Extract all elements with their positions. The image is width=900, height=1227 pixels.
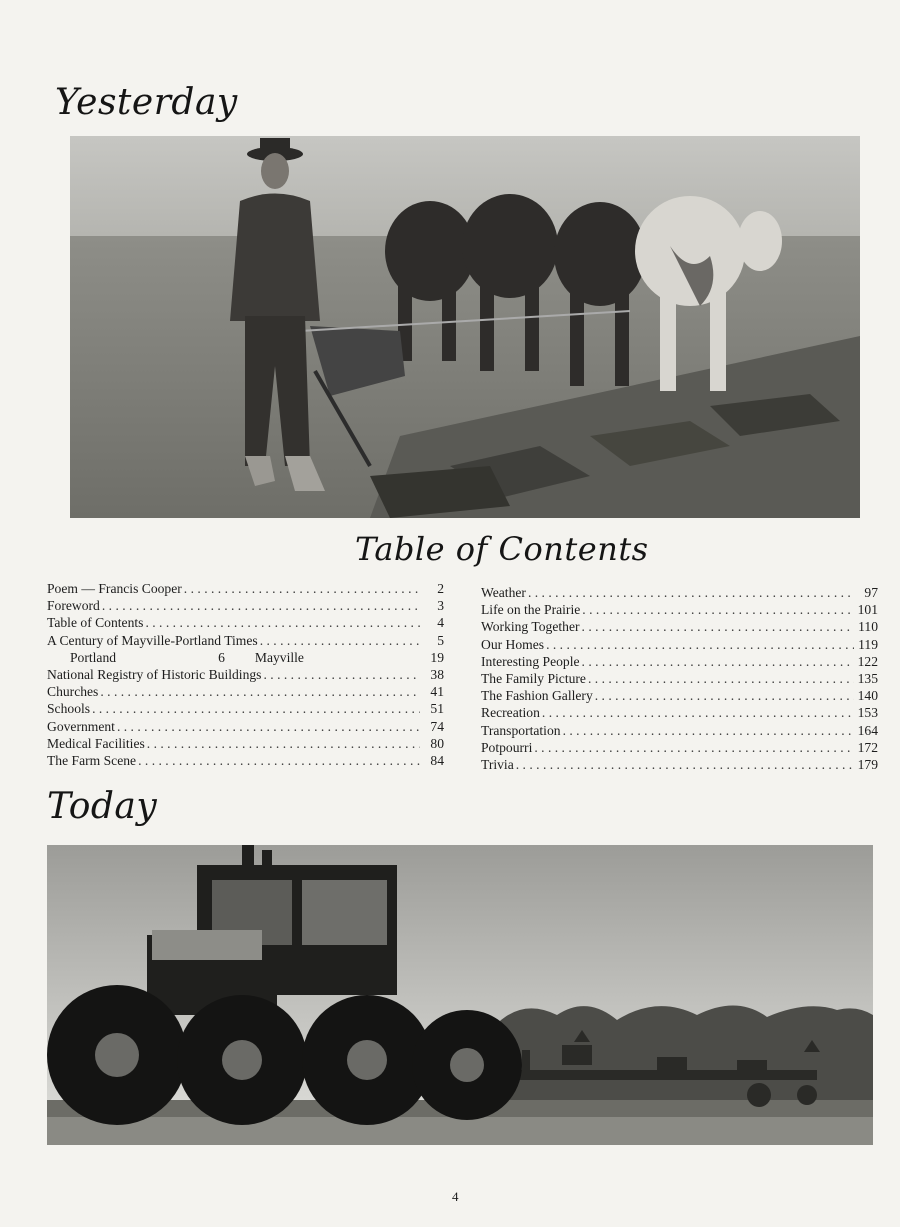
toc-entry[interactable] — [47, 632, 444, 649]
dot-leader — [263, 666, 420, 683]
toc-entry[interactable] — [481, 670, 878, 687]
dot-leader — [588, 670, 854, 687]
photo-farmer-plowing-with-horses — [70, 136, 860, 518]
toc-entry-label: National Registry of Historic Buildings — [47, 667, 262, 683]
dot-leader — [100, 683, 420, 700]
toc-entry[interactable] — [481, 739, 878, 756]
toc-entry[interactable] — [47, 614, 444, 631]
toc-entry[interactable] — [481, 756, 878, 773]
toc-entry-page: 4 — [437, 615, 444, 631]
toc-entry-page: 122 — [857, 653, 878, 669]
toc-entry[interactable] — [47, 735, 444, 752]
heading-today: Today — [47, 786, 158, 827]
toc-entry[interactable] — [481, 618, 878, 635]
dot-leader — [117, 718, 420, 735]
toc-entry-page: 41 — [430, 684, 444, 700]
dot-leader — [528, 584, 854, 601]
dot-leader — [542, 704, 854, 721]
dot-leader — [92, 700, 420, 717]
toc-entry-label: A Century of Mayville-Portland Times — [47, 632, 258, 648]
toc-entry-page: 51 — [430, 701, 444, 717]
toc-subentries — [47, 649, 444, 666]
dot-leader — [145, 614, 420, 631]
heading-table-of-contents: Table of Contents — [355, 530, 649, 568]
dot-leader — [147, 735, 420, 752]
toc-entry-page: 119 — [858, 636, 878, 652]
toc-entry[interactable] — [481, 722, 878, 739]
toc-left-column — [47, 580, 444, 769]
dot-leader — [534, 739, 854, 756]
toc-entry[interactable] — [481, 704, 878, 721]
toc-entry-label: Government — [47, 718, 115, 734]
toc-entry-page: 110 — [858, 619, 878, 635]
toc-entry[interactable] — [47, 718, 444, 735]
dot-leader — [260, 632, 420, 649]
toc-entry-page: 164 — [857, 722, 878, 738]
toc-entry-page: 74 — [430, 718, 444, 734]
toc-entry-label: Our Homes — [481, 636, 545, 652]
dot-leader — [516, 756, 854, 773]
toc-entry-page: 153 — [857, 705, 878, 721]
toc-entry-label: Potpourri — [481, 739, 533, 755]
toc-entry[interactable] — [481, 601, 878, 618]
toc-subentry-mayville[interactable]: Mayville — [254, 649, 304, 665]
toc-entry-page: 80 — [430, 735, 444, 751]
dot-leader — [582, 618, 854, 635]
toc-right-column — [481, 584, 878, 773]
photo-modern-tractor-with-cultivator — [47, 845, 873, 1145]
toc-entry-label: Trivia — [481, 757, 514, 773]
dot-leader — [582, 653, 854, 670]
toc-entry[interactable] — [47, 683, 444, 700]
heading-yesterday: Yesterday — [55, 82, 238, 123]
toc-entry[interactable] — [47, 752, 444, 769]
toc-entry[interactable] — [47, 700, 444, 717]
toc-entry-label: Foreword — [47, 598, 100, 614]
toc-entry-label: Medical Facilities — [47, 735, 145, 751]
toc-entry-page: 179 — [857, 757, 878, 773]
toc-entry-page: 2 — [437, 581, 444, 596]
dot-leader — [184, 580, 420, 597]
toc-entry-label: The Family Picture — [481, 671, 586, 687]
toc-entry-label: Poem — Francis Cooper — [47, 581, 182, 596]
toc-entry-label: Interesting People — [481, 653, 580, 669]
toc-entry-page: 3 — [437, 598, 444, 614]
dot-leader — [546, 636, 854, 653]
toc-entry-label: Life on the Prairie — [481, 602, 581, 618]
toc-entry-label: Churches — [47, 684, 99, 700]
toc-entry-label: Transportation — [481, 722, 561, 738]
toc-entry-label: Working Together — [481, 619, 580, 635]
toc-entry[interactable] — [481, 584, 878, 601]
toc-entry-label: Schools — [47, 701, 91, 717]
toc-entry-page: 140 — [857, 688, 878, 704]
toc-entry[interactable] — [481, 687, 878, 704]
page-number: 4 — [452, 1189, 459, 1204]
toc-entry[interactable] — [481, 653, 878, 670]
toc-entry[interactable] — [481, 636, 878, 653]
toc-entry-page: 101 — [857, 602, 878, 618]
dot-leader — [102, 597, 420, 614]
dot-leader — [582, 601, 854, 618]
dot-leader — [595, 687, 854, 704]
toc-entry[interactable] — [47, 580, 444, 597]
toc-subentry-portland[interactable]: Portland — [70, 649, 117, 665]
toc-entry-page: 97 — [864, 585, 878, 600]
toc-entry-page: 5 — [437, 632, 444, 648]
dot-leader — [138, 752, 420, 769]
toc-entry-page: 135 — [857, 671, 878, 687]
toc-entry-label: Table of Contents — [47, 615, 144, 631]
toc-entry-page: 38 — [430, 667, 444, 683]
toc-entry-page: 84 — [430, 753, 444, 769]
toc-entry-label: Recreation — [481, 705, 540, 721]
toc-entry-label: The Fashion Gallery — [481, 688, 593, 704]
dot-leader — [563, 722, 854, 739]
toc-entry[interactable] — [47, 597, 444, 614]
toc-entry-label: Weather — [481, 585, 526, 600]
toc-entry-page: 172 — [857, 739, 878, 755]
toc-subentry-portland-page: 6 — [218, 649, 225, 665]
toc-subentry-mayville-page: 19 — [430, 649, 444, 665]
toc-entry-label: The Farm Scene — [47, 753, 137, 769]
toc-entry[interactable] — [47, 666, 444, 683]
